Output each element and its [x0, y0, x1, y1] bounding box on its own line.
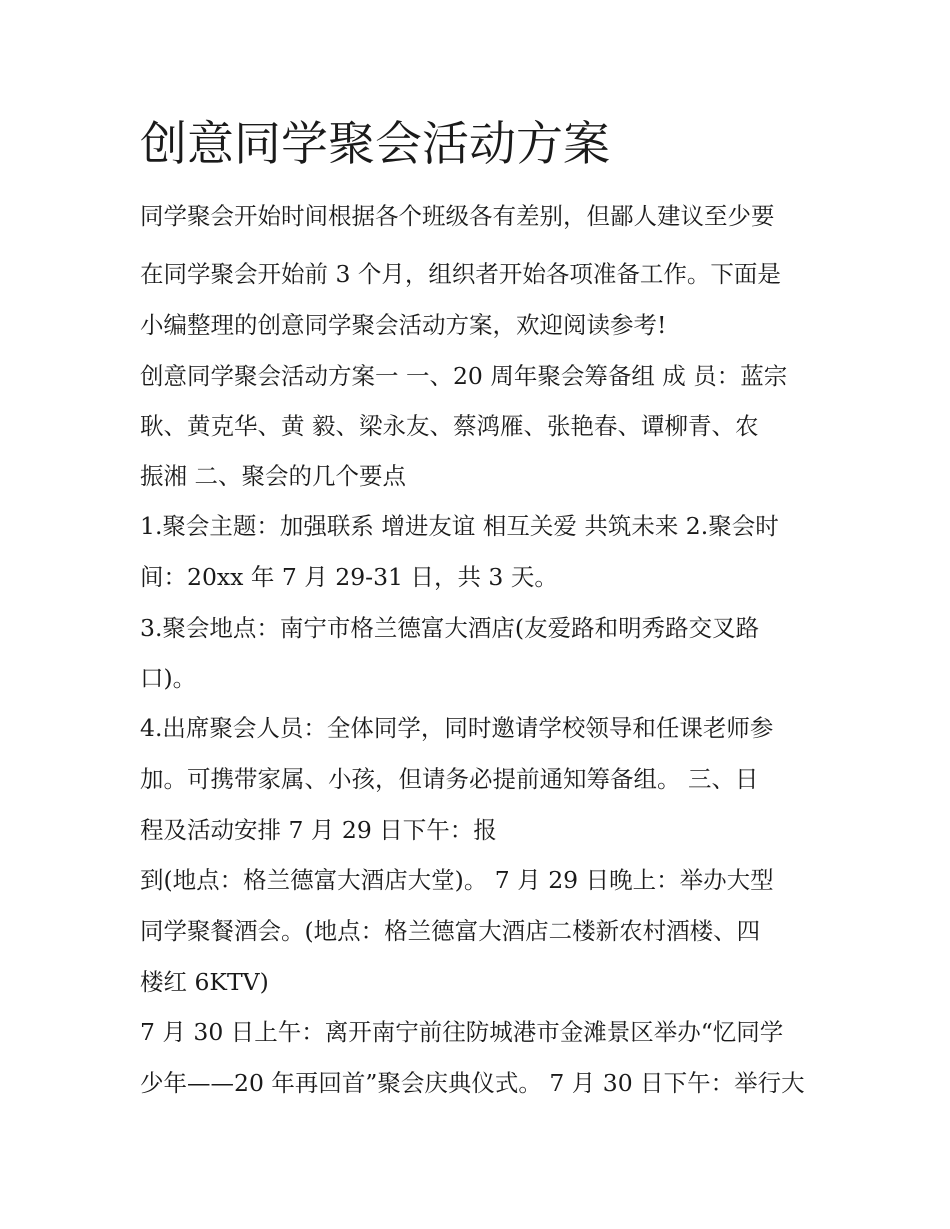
body-line: 创意同学聚会活动方案一 一、20 周年聚会筹备组 成 员：蓝宗 [140, 362, 788, 390]
body-line: 到(地点：格兰德富大酒店大堂)。 7 月 29 日晚上：举办大型 [140, 866, 774, 894]
body-line: 口)。 [140, 664, 197, 692]
body-line: 程及活动安排 7 月 29 日下午：报 [140, 816, 497, 844]
body-line: 加。可携带家属、小孩，但请务必提前通知筹备组。 三、日 [140, 765, 759, 793]
body-line: 同学聚餐酒会。(地点：格兰德富大酒店二楼新农村酒楼、四 [140, 917, 761, 945]
body-line: 少年——20 年再回首”聚会庆典仪式。 7 月 30 日下午：举行大 [140, 1069, 805, 1097]
body-line: 楼红 6KTV) [140, 968, 269, 996]
body-line: 3.聚会地点：南宁市格兰德富大酒店(友爱路和明秀路交叉路 [140, 614, 760, 642]
body-line: 耿、黄克华、黄 毅、梁永友、蔡鸿雁、张艳春、谭柳青、农 [140, 412, 759, 440]
body-line: 7 月 30 日上午：离开南宁前往防城港市金滩景区举办“忆同学 [140, 1018, 784, 1046]
body-line: 1.聚会主题：加强联系 增进友谊 相互关爱 共筑未来 2.聚会时 [140, 512, 779, 540]
body-line: 振湘 二、聚会的几个要点 [140, 462, 406, 490]
body-line: 小编整理的创意同学聚会活动方案，欢迎阅读参考! [140, 311, 667, 339]
body-line: 间：20xx 年 7 月 29-31 日，共 3 天。 [140, 563, 558, 591]
body-line: 4.出席聚会人员：全体同学，同时邀请学校领导和任课老师参 [140, 714, 774, 742]
document-title: 创意同学聚会活动方案 [140, 117, 610, 172]
body-line: 同学聚会开始时间根据各个班级各有差别，但鄙人建议至少要 [140, 202, 775, 230]
body-line: 在同学聚会开始前 3 个月，组织者开始各项准备工作。下面是 [140, 260, 781, 288]
